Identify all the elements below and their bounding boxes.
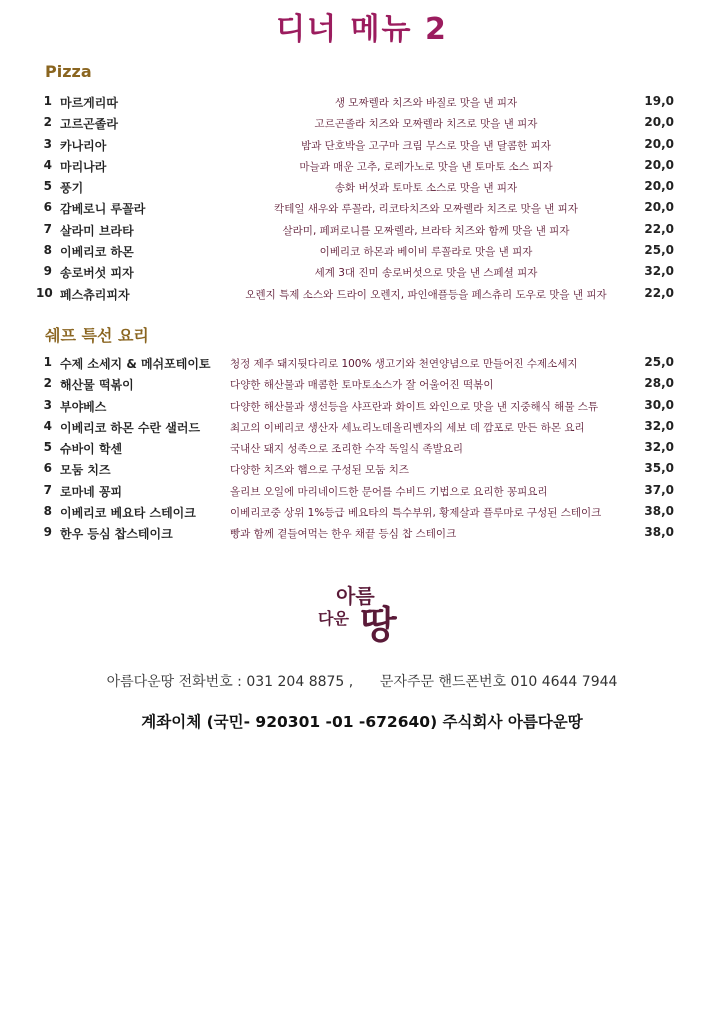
menu-item bbox=[0, 352, 724, 373]
item-name: 모둠 치즈 bbox=[60, 463, 111, 478]
item-description: 국내산 돼지 성족으로 조리한 수작 독일식 족발요리 bbox=[230, 443, 464, 456]
item-price: 20,0 bbox=[644, 136, 674, 151]
item-name: 한우 등심 찹스테이크 bbox=[60, 527, 173, 542]
item-name: 감베로니 루꼴라 bbox=[60, 202, 146, 217]
item-number: 9 bbox=[43, 525, 52, 540]
item-price: 32,0 bbox=[644, 264, 674, 279]
menu-item bbox=[0, 480, 724, 501]
item-price: 32,0 bbox=[644, 440, 674, 455]
item-name: 마리나라 bbox=[60, 159, 107, 174]
item-name: 슈바이 학센 bbox=[60, 442, 123, 457]
item-number: 1 bbox=[43, 355, 52, 369]
item-name: 송로버섯 피자 bbox=[60, 266, 134, 281]
item-number: 8 bbox=[43, 504, 52, 519]
item-name: 이베리코 베요타 스테이크 bbox=[60, 506, 196, 521]
item-name: 이베리코 하몬 bbox=[60, 245, 134, 260]
item-number: 4 bbox=[43, 157, 52, 172]
item-description: 밤과 단호박을 고구마 크림 무스로 맛을 낸 달콤한 피자 bbox=[301, 139, 551, 152]
item-price: 20,0 bbox=[644, 115, 674, 130]
item-number: 4 bbox=[43, 418, 52, 433]
item-name: 카나리아 bbox=[60, 138, 107, 153]
item-price: 20,0 bbox=[644, 179, 674, 194]
item-description: 칵테일 새우와 루꼴라, 리코타치즈와 모짜렐라 치즈로 맛을 낸 피자 bbox=[274, 203, 578, 216]
pizza-menu-list bbox=[0, 91, 724, 304]
item-name: 수제 소세지 & 메쉬포테이토 bbox=[60, 357, 211, 371]
bank-transfer-info: 계좌이체 (국민- 920301 -01 -672640) 주식회사 아름다운땅 bbox=[141, 713, 583, 731]
item-number: 10 bbox=[36, 285, 53, 300]
item-description: 이베리코중 상위 1%등급 베요타의 특수부위, 황제살과 플루마로 구성된 스테이크 bbox=[230, 507, 602, 520]
item-price: 25,0 bbox=[644, 243, 674, 258]
item-number: 2 bbox=[43, 376, 52, 391]
item-description: 이베리코 하몬과 베이비 루꼴라로 맛을 낸 피자 bbox=[319, 246, 533, 259]
menu-title: 디너 메뉴 2 bbox=[276, 12, 448, 47]
item-description: 최고의 이베리코 생산자 세뇨리노데올리벤자의 세보 데 깜포로 만든 하몬 요리 bbox=[230, 421, 585, 434]
item-number: 6 bbox=[43, 461, 52, 476]
item-number: 5 bbox=[43, 179, 52, 194]
menu-item bbox=[0, 261, 724, 282]
item-description: 살라미, 페퍼로니를 모짜렐라, 브라타 치즈와 함께 맛을 낸 피자 bbox=[282, 224, 570, 237]
item-name: 고르곤졸라 bbox=[60, 117, 118, 132]
item-number: 6 bbox=[43, 200, 52, 215]
item-price: 28,0 bbox=[644, 376, 674, 391]
menu-item bbox=[0, 176, 724, 197]
item-price: 32,0 bbox=[644, 418, 674, 433]
menu-item bbox=[0, 240, 724, 261]
menu-item bbox=[0, 219, 724, 240]
item-price: 30,0 bbox=[644, 397, 674, 412]
logo-text-line1: 아름 bbox=[336, 584, 375, 608]
item-description: 오렌지 특제 소스와 드라이 오렌지, 파인애플등을 페스츄리 도우로 맛을 낸 피자 bbox=[245, 288, 607, 301]
chef-special-menu-list bbox=[0, 352, 724, 544]
menu-item bbox=[0, 458, 724, 479]
item-price: 38,0 bbox=[644, 504, 674, 519]
item-description: 다양한 치즈와 햄으로 구성된 모둠 치즈 bbox=[230, 464, 409, 477]
menu-item bbox=[0, 91, 724, 112]
item-description: 다양한 해산물과 매콤한 토마토소스가 잘 어울어진 떡볶이 bbox=[230, 379, 494, 392]
item-number: 7 bbox=[43, 482, 52, 497]
menu-item bbox=[0, 155, 724, 176]
item-name: 페스츄리피자 bbox=[60, 287, 130, 302]
menu-item bbox=[0, 197, 724, 218]
item-price: 25,0 bbox=[644, 355, 674, 369]
item-description: 다양한 해산물과 생선등을 샤프란과 화이트 와인으로 맛을 낸 지중해식 해물 스튜 bbox=[230, 400, 599, 413]
menu-item bbox=[0, 112, 724, 133]
menu-item bbox=[0, 283, 724, 304]
logo-text-line2: 다운 bbox=[318, 609, 349, 628]
item-price: 38,0 bbox=[644, 525, 674, 540]
item-name: 풍기 bbox=[60, 181, 84, 196]
item-name: 이베리코 하몬 수란 샐러드 bbox=[60, 420, 201, 435]
item-number: 3 bbox=[43, 397, 52, 412]
menu-item bbox=[0, 134, 724, 155]
item-number: 9 bbox=[43, 264, 52, 279]
item-number: 7 bbox=[43, 221, 52, 236]
item-name: 마르게리따 bbox=[60, 96, 118, 110]
item-number: 2 bbox=[43, 115, 52, 130]
item-number: 3 bbox=[43, 136, 52, 151]
menu-item bbox=[0, 437, 724, 458]
menu-item bbox=[0, 501, 724, 522]
item-description: 마늘과 매운 고추, 로레가노로 맛을 낸 토마토 소스 피자 bbox=[299, 160, 553, 173]
item-number: 8 bbox=[43, 243, 52, 258]
item-price: 20,0 bbox=[644, 200, 674, 215]
item-name: 부야베스 bbox=[60, 399, 107, 414]
item-description: 송화 버섯과 토마토 소스로 맛을 낸 피자 bbox=[334, 182, 518, 195]
item-price: 22,0 bbox=[644, 285, 674, 300]
item-name: 살라미 브라타 bbox=[60, 223, 134, 238]
item-number: 1 bbox=[43, 94, 52, 108]
menu-item bbox=[0, 395, 724, 416]
item-price: 35,0 bbox=[644, 461, 674, 476]
item-description: 세계 3대 진미 송로버섯으로 맛을 낸 스페셜 피자 bbox=[314, 267, 538, 280]
item-price: 37,0 bbox=[644, 482, 674, 497]
item-description: 생 모짜렐라 치즈와 바질로 맛을 낸 피자 bbox=[334, 97, 518, 109]
item-name: 로마네 꽁피 bbox=[60, 484, 123, 499]
logo-text-line3: 땅 bbox=[360, 603, 395, 647]
item-price: 22,0 bbox=[644, 221, 674, 236]
menu-item bbox=[0, 522, 724, 543]
item-description: 청정 제주 돼지뒷다리로 100% 생고기와 천연양념으로 만들어진 수제소세지 bbox=[230, 358, 578, 370]
item-price: 19,0 bbox=[644, 94, 674, 108]
item-description: 고르곤졸라 치즈와 모짜렐라 치즈로 맛을 낸 피자 bbox=[314, 118, 538, 131]
item-description: 빵과 함께 곁들여먹는 한우 채끝 등심 찹 스테이크 bbox=[230, 528, 457, 541]
item-price: 20,0 bbox=[644, 157, 674, 172]
menu-item bbox=[0, 416, 724, 437]
item-description: 올리브 오일에 마리네이드한 문어를 수비드 기법으로 요리한 꽁피요리 bbox=[230, 485, 548, 498]
item-number: 5 bbox=[43, 440, 52, 455]
restaurant-logo bbox=[318, 580, 408, 660]
pizza-section-heading: Pizza bbox=[45, 62, 92, 81]
contact-info: 아름다운땅 전화번호 : 031 204 8875 , 문자주문 핸드폰번호 010 4644 7944 bbox=[106, 674, 618, 690]
chef-special-section-heading: 쉐프 특선 요리 bbox=[45, 326, 149, 345]
item-name: 해산물 떡볶이 bbox=[60, 378, 134, 393]
menu-item bbox=[0, 373, 724, 394]
